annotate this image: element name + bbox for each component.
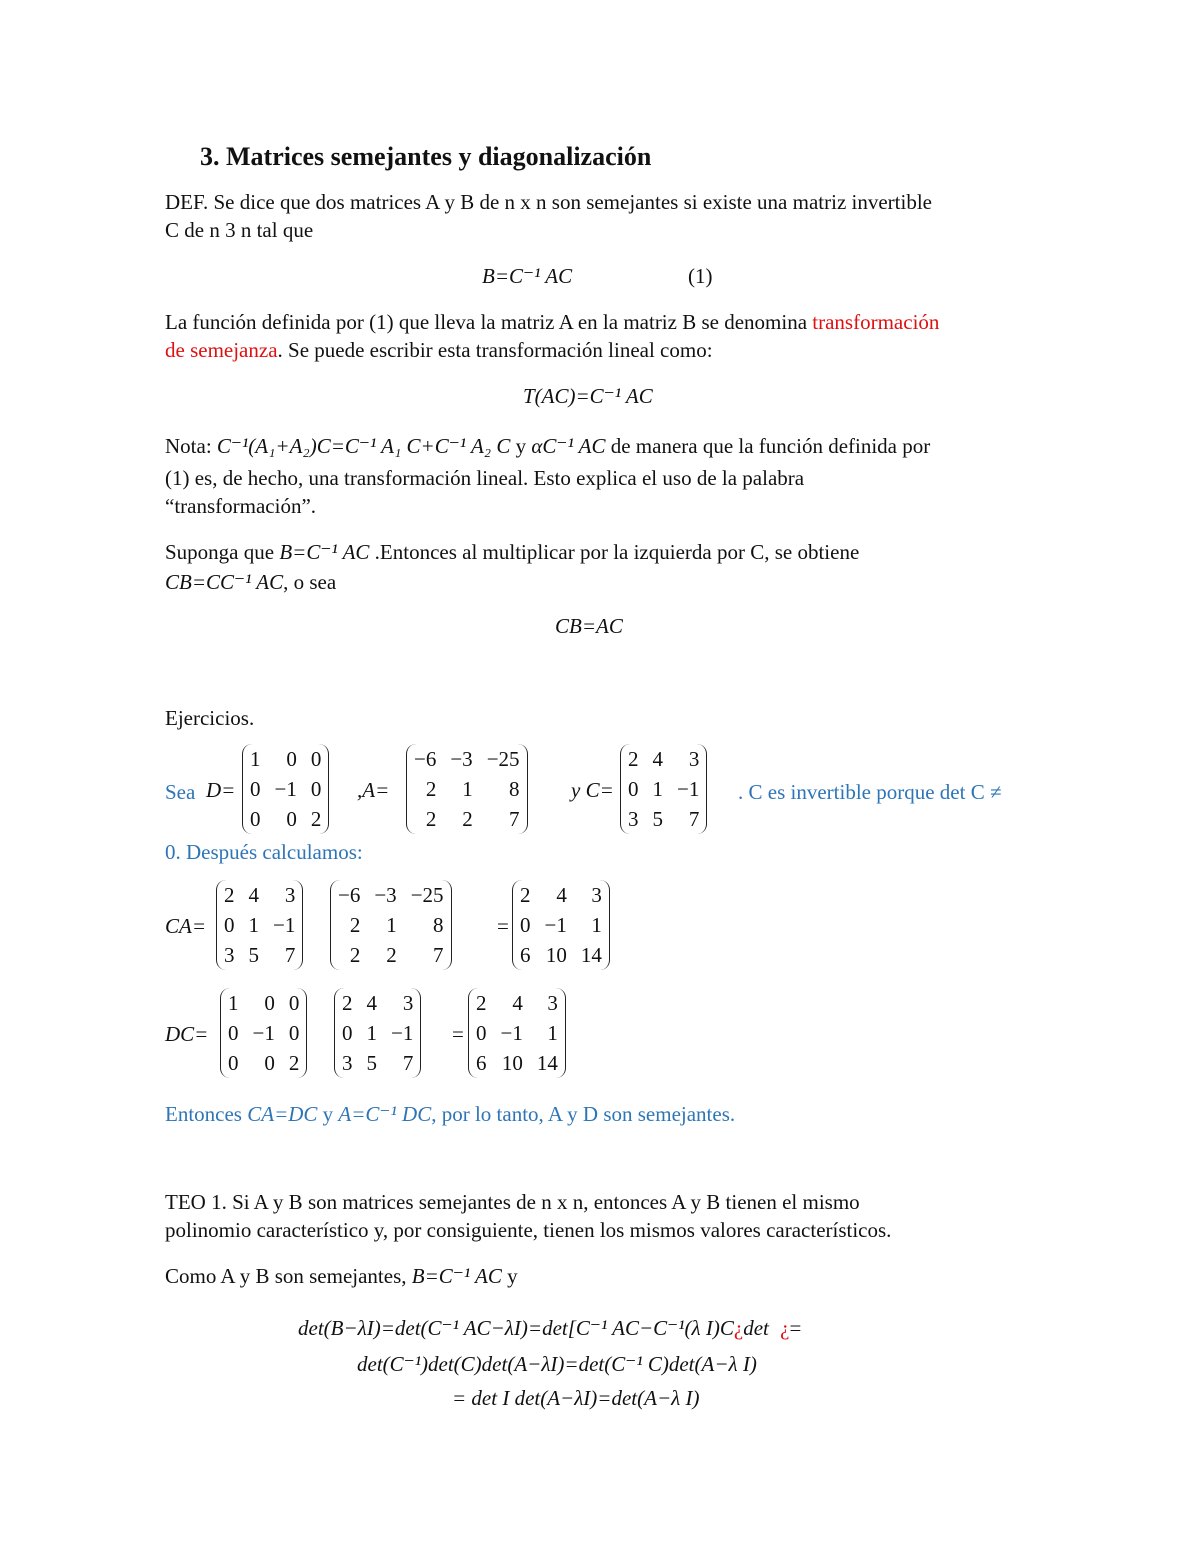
- matrix-cell: −1: [677, 776, 700, 801]
- como-post: y: [501, 1264, 518, 1288]
- matrix-cell: −1: [500, 1020, 523, 1045]
- dc-label: DC=: [165, 1022, 209, 1046]
- matrix-cell: 5: [248, 942, 259, 967]
- matrix-cell: 3: [628, 806, 639, 831]
- ca-result-matrix: [512, 880, 610, 970]
- matrix-cell: −6: [414, 746, 437, 771]
- matrix-cell: 2: [520, 882, 531, 907]
- matrix-cell: −3: [374, 882, 397, 907]
- matrix-cell: 3: [342, 1050, 353, 1075]
- matrix-cell: 6: [520, 942, 531, 967]
- matrix-cell: 0: [310, 746, 322, 771]
- matrix-cell: 1: [248, 912, 259, 937]
- matrix-cell: 3: [547, 990, 558, 1015]
- equation-1-number: (1): [688, 264, 713, 288]
- matrix-cell: −1: [544, 912, 567, 937]
- matrix-c: [620, 744, 707, 834]
- func-line-1: [165, 308, 939, 336]
- equation-2: T(AC)=C⁻¹ AC: [523, 384, 653, 408]
- matrix-cell: 4: [366, 990, 377, 1015]
- matrix-cell: 7: [688, 806, 700, 831]
- suponga-line-2: [165, 568, 336, 596]
- matrix-cell: 1: [250, 746, 261, 771]
- matrix-cell: 4: [556, 882, 567, 907]
- equation-3: CB=AC: [555, 614, 623, 638]
- matrix-cell: 1: [228, 990, 239, 1015]
- matrix-cell: −1: [391, 1020, 414, 1045]
- matrix-cell: 0: [628, 776, 639, 801]
- ca-label: CA=: [165, 914, 207, 938]
- despues-line: 0. Después calculamos:: [165, 840, 363, 864]
- matrix-cell: 10: [501, 1050, 523, 1075]
- matrix-cell: 14: [536, 1050, 558, 1075]
- matrix-cell: 1: [547, 1020, 558, 1045]
- det-line-3: = det I det(A−λI)=det(A−λ I): [452, 1386, 700, 1410]
- matrix-cell: 0: [288, 1020, 300, 1045]
- dc-matrix-c: [334, 988, 421, 1078]
- matrix-cell: 0: [228, 1020, 239, 1045]
- matrix-cell: 1: [462, 776, 473, 801]
- det-line-1-mid: det: [743, 1316, 775, 1340]
- matrix-cell: 0: [224, 912, 235, 937]
- matrix-cell: 7: [433, 942, 444, 967]
- teo-line-1: TEO 1. Si A y B son matrices semejantes de n x n, entonces A y B tienen el mismo: [165, 1190, 860, 1214]
- teo-line-2: polinomio característico y, por consiguiente, tienen los mismos valores característicos.: [165, 1218, 892, 1242]
- ca-equals: =: [497, 914, 509, 938]
- matrix-cell: 2: [310, 806, 322, 831]
- nota-label: Nota:: [165, 434, 217, 458]
- matrix-cell: 2: [462, 806, 473, 831]
- ejercicios-title: Ejercicios.: [165, 706, 255, 730]
- matrix-a: [406, 744, 528, 834]
- matrix-cell: 0: [520, 912, 531, 937]
- conclusion-post: , por lo tanto, A y D son semejantes.: [431, 1102, 736, 1126]
- matrix-cell: −25: [410, 882, 444, 907]
- func-term-red-2: de semejanza: [165, 338, 278, 362]
- matrix-cell: 0: [264, 990, 275, 1015]
- matrix-d: [242, 744, 329, 834]
- nota-math-2: αC⁻¹ AC: [531, 434, 606, 458]
- matrix-cell: 0: [250, 776, 261, 801]
- conclusion-pre: Entonces: [165, 1102, 248, 1126]
- matrix-cell: 2: [386, 942, 397, 967]
- matrix-cell: −6: [338, 882, 361, 907]
- suponga-math-1: B=C⁻¹ AC: [279, 540, 370, 564]
- matrix-cell: 8: [509, 776, 520, 801]
- nota-line-3: “transformación”.: [165, 494, 317, 518]
- matrix-cell: 3: [284, 882, 296, 907]
- matrix-cell: −1: [274, 776, 297, 801]
- dc-matrix-d: [220, 988, 307, 1078]
- matrix-cell: 4: [512, 990, 523, 1015]
- func-term-red-1: transformación: [812, 310, 940, 334]
- ca-matrix-c: [216, 880, 303, 970]
- matrix-cell: 8: [433, 912, 444, 937]
- matrix-cell: 7: [402, 1050, 414, 1075]
- suponga-line-2-tail: , o sea: [283, 570, 337, 594]
- matrix-cell: 0: [250, 806, 261, 831]
- matrix-cell: 7: [284, 942, 296, 967]
- como-line: [165, 1262, 518, 1290]
- matrix-cell: −25: [486, 746, 520, 771]
- matrix-cell: −1: [252, 1020, 275, 1045]
- det-line-2: det(C⁻¹)det(C)det(A−λI)=det(C⁻¹ C)det(A−λ I): [357, 1352, 757, 1376]
- matrix-cell: 3: [591, 882, 602, 907]
- matrix-cell: 0: [228, 1050, 239, 1075]
- conclusion-line: [165, 1100, 735, 1128]
- como-pre: Como A y B son semejantes,: [165, 1264, 412, 1288]
- matrix-cell: 5: [652, 806, 663, 831]
- matrix-cell: 2: [425, 806, 437, 831]
- matrix-cell: 10: [545, 942, 567, 967]
- ca-matrix-a: [330, 880, 452, 970]
- equation-1: B=C⁻¹ AC: [482, 264, 573, 288]
- matrix-cell: 0: [286, 806, 297, 831]
- matrix-cell: 3: [402, 990, 414, 1015]
- dc-result-matrix: [468, 988, 566, 1078]
- matrix-cell: 4: [248, 882, 259, 907]
- suponga-math-2: CB=CC⁻¹ AC: [165, 570, 284, 594]
- def-line-1: DEF. Se dice que dos matrices A y B de n x n son semejantes si existe una matriz invertible: [165, 190, 932, 214]
- d-label: D=: [206, 778, 236, 802]
- matrix-cell: 6: [476, 1050, 487, 1075]
- det-line-1-main: det(B−λI)=det(C⁻¹ AC−λI)=det[C⁻¹ AC−C⁻¹(λ I)C: [298, 1316, 734, 1340]
- matrix-cell: 2: [349, 912, 361, 937]
- det-line-1: [298, 1314, 801, 1342]
- matrix-cell: 1: [652, 776, 663, 801]
- conclusion-y: y: [317, 1102, 339, 1126]
- matrix-cell: 2: [628, 746, 639, 771]
- section-heading: 3. Matrices semejantes y diagonalización: [200, 142, 652, 171]
- det-line-1-mark-1: ¿: [733, 1316, 744, 1340]
- nota-math-1: C⁻¹(A₁+A₂)C=C⁻¹ A₁ C+C⁻¹ A₂ C: [216, 434, 511, 458]
- nota-line-1: [165, 432, 930, 460]
- conclusion-math-2: A=C⁻¹ DC: [338, 1102, 432, 1126]
- func-line-2-text: . Se puede escribir esta transformación lineal como:: [277, 338, 713, 362]
- det-line-1-end: =: [789, 1316, 802, 1340]
- matrix-cell: 0: [288, 990, 300, 1015]
- nota-line-1-tail: de manera que la función definida por: [605, 434, 931, 458]
- matrix-cell: 2: [342, 990, 353, 1015]
- func-line-1-text: La función definida por (1) que lleva la matriz A en la matriz B se denomina: [165, 310, 813, 334]
- matrix-cell: 1: [386, 912, 397, 937]
- matrix-cell: 2: [476, 990, 487, 1015]
- matrix-cell: 2: [425, 776, 437, 801]
- matrix-cell: 4: [652, 746, 663, 771]
- matrix-cell: 2: [288, 1050, 300, 1075]
- matrix-cell: 1: [591, 912, 602, 937]
- matrix-cell: 3: [688, 746, 700, 771]
- def-line-2: C de n 3 n tal que: [165, 218, 314, 242]
- det-line-1-mark-2: ¿: [780, 1316, 790, 1340]
- func-line-2: [165, 336, 713, 364]
- matrix-cell: −1: [273, 912, 296, 937]
- suponga-text-pre: Suponga que: [165, 540, 280, 564]
- sea-label: Sea: [165, 780, 196, 804]
- matrix-cell: 1: [366, 1020, 377, 1045]
- invertible-note: . C es invertible porque det C ≠: [738, 780, 1002, 804]
- matrix-cell: 0: [476, 1020, 487, 1045]
- matrix-cell: 7: [509, 806, 520, 831]
- matrix-cell: −3: [450, 746, 473, 771]
- matrix-cell: 0: [286, 746, 297, 771]
- suponga-line-1: [165, 538, 859, 566]
- matrix-cell: 0: [342, 1020, 353, 1045]
- nota-line-2: (1) es, de hecho, una transformación lineal. Esto explica el uso de la palabra: [165, 466, 805, 490]
- nota-y: y: [510, 434, 532, 458]
- matrix-cell: 2: [349, 942, 361, 967]
- como-math: B=C⁻¹ AC: [411, 1264, 502, 1288]
- matrix-cell: 2: [224, 882, 235, 907]
- conclusion-math-1: CA=DC: [247, 1102, 318, 1126]
- matrix-cell: 5: [366, 1050, 377, 1075]
- c-label: y C=: [571, 778, 614, 802]
- matrix-cell: 0: [310, 776, 322, 801]
- matrix-cell: 3: [224, 942, 235, 967]
- matrix-cell: 14: [580, 942, 602, 967]
- matrix-cell: 0: [264, 1050, 275, 1075]
- a-label: ,A=: [357, 778, 390, 802]
- dc-equals: =: [452, 1022, 464, 1046]
- suponga-text-post: .Entonces al multiplicar por la izquierda por C, se obtiene: [369, 540, 860, 564]
